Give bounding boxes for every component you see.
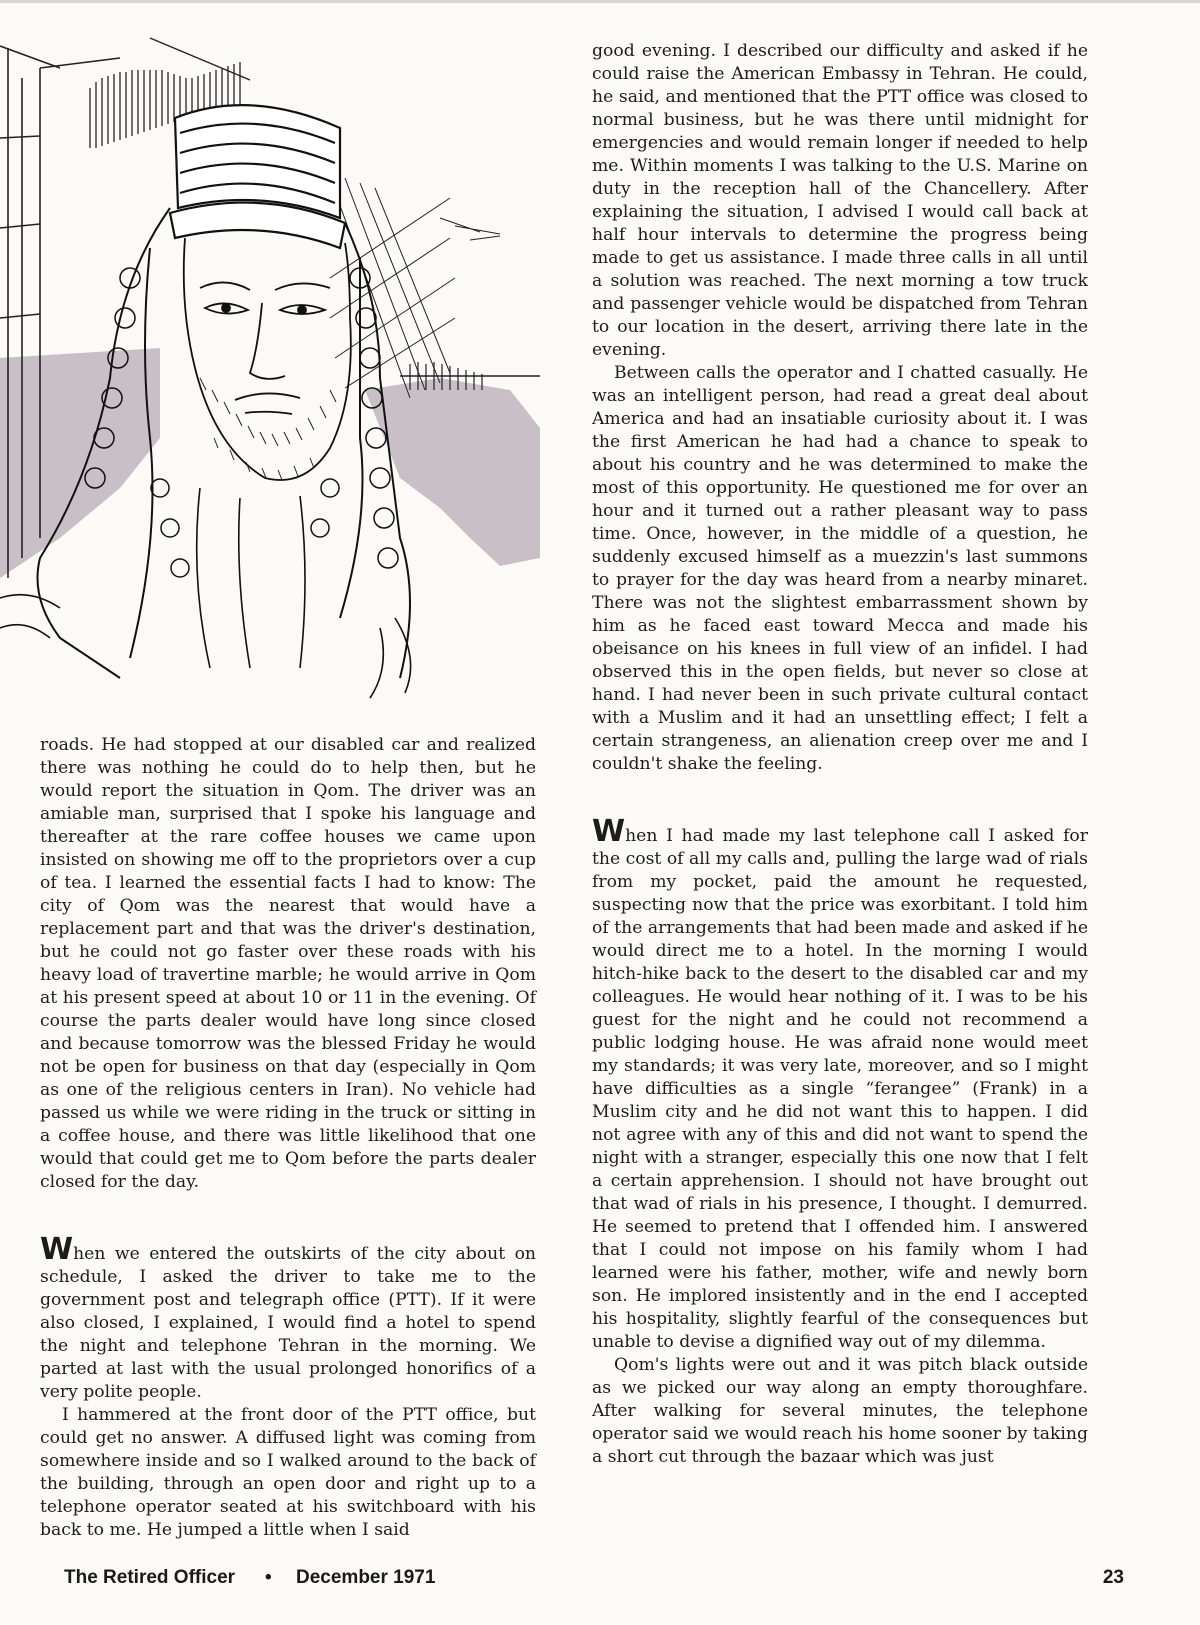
footer-bullet: • bbox=[265, 1567, 272, 1588]
left-text-column bbox=[40, 734, 536, 1542]
paragraph-with-dropcap bbox=[40, 1232, 536, 1404]
paragraph-body: hen we entered the outskirts of the city about on schedule, I asked the driver to take me to the government post and telegraph office (PTT). If it were also closed, I explained, I would find a hotel to spend the night and telephone Tehran in the morning. We parted at last with the usual prolonged honorifics of a very polite people. bbox=[40, 1244, 536, 1402]
drop-cap: W bbox=[40, 1232, 74, 1267]
paragraph: Between calls the operator and I chatted casually. He was an intelligent person, had read a great deal about America and had an insatiable curiosity about it. I was the first American he had had a chance to speak to about his country and he was determined to make the most of this opportunity. He questioned me for over an hour and it turned out a rather pleasant way to pass time. Once, however, in the middle of a question, he suddenly excused himself as a muezzin's last summons to prayer for the day was heard from a nearby minaret. There was not the slightest embarrassment shown by him as he faced east toward Mecca and made his obeisance on his knees in full view of an infidel. I had observed this in the open fields, but never so close at hand. I had never been in such private cultural contact with a Muslim and it had an unsettling effect; I felt a certain strangeness, an alienation creep over me and I couldn't shake the feeling. bbox=[592, 363, 1088, 774]
right-text-column bbox=[592, 40, 1088, 1469]
page-number: 23 bbox=[1102, 1567, 1124, 1588]
page-footer bbox=[64, 1567, 1124, 1597]
paragraph: Qom's lights were out and it was pitch black outside as we picked our way along an empty thoroughfare. After walking for several minutes, the telephone operator said we would reach his home sooner by taking a short cut through the bazaar which was just bbox=[592, 1355, 1088, 1467]
illustration-man-in-headdress bbox=[0, 18, 545, 708]
paragraph-body: hen I had made my last telephone call I asked for the cost of all my calls and, pulling the large wad of rials from my pocket, paid the amount he requested, suspecting now that the price was exorbitant. I told him of the arrangements that had been made and asked if he would direct me to a hotel. In the morning I would hitch-hike back to the desert to the disabled car and my colleagues. He would hear nothing of it. I was to be his guest for the night and he could not recommend a public lodging house. He was afraid none would meet my standards; it was very late, moreover, and so I might have difficulties as a single “ferangee” (Frank) in a Muslim city and he did not want this to happen. I did not agree with any of this and did not want to spend the night with a stranger, especially this one now that I felt a certain apprehension. I should not have brought out that wad of rials in his presence, I thought. I demurred. He seemed to pretend that I offended him. I answered that I could not impose on his family whom I had learned were his father, mother, wife and newly born son. He implored insistently and in the end I accepted his hospitality, slightly fearful of the consequences but unable to devise a dignified way out of my dilemma. bbox=[592, 826, 1088, 1352]
publication-name: The Retired Officer bbox=[64, 1567, 236, 1588]
top-edge-rule bbox=[0, 0, 1200, 3]
paragraph-with-dropcap bbox=[592, 814, 1088, 1354]
paragraph: roads. He had stopped at our disabled car and realized there was nothing he could do to help then, but he would report the situation in Qom. The driver was an amiable man, surprised that I spoke his language and thereafter at the rare coffee houses we came upon insisted on showing me off to the proprietors over a cup of tea. I learned the essential facts I had to know: The city of Qom was the nearest that would have a replacement part and that was the driver's destination, but he could not go faster over these roads with his heavy load of travertine marble; he would arrive in Qom at his present speed at about 10 or 11 in the evening. Of course the parts dealer would have long since closed and because tomorrow was the blessed Friday he would not be open for business on that day (especially in Qom as one of the religious centers in Iran). No vehicle had passed us while we were riding in the truck or sitting in a coffee house, and there was little likelihood that one would that could get me to Qom before the parts dealer closed for the day. bbox=[40, 735, 536, 1192]
issue-date: December 1971 bbox=[296, 1567, 436, 1588]
paragraph: good evening. I described our difficulty and asked if he could raise the American Embassy in Tehran. He could, he said, and mentioned that the PTT office was closed to normal business, but he was there until midnight for emergencies and would remain longer if needed to help me. Within moments I was talking to the U.S. Marine on duty in the reception hall of the Chancellery. After explaining the situation, I advised I would call back at half hour intervals to determine the progress being made to get us assistance. I made three calls in all until a solution was reached. The next morning a tow truck and passenger vehicle would be dispatched from Tehran to our location in the desert, arriving there late in the evening. bbox=[592, 41, 1088, 360]
paragraph: I hammered at the front door of the PTT office, but could get no answer. A diffused light was coming from somewhere inside and so I walked around to the back of the building, through an open door and right up to a telephone operator seated at his switchboard with his back to me. He jumped a little when I said bbox=[40, 1405, 536, 1540]
drop-cap: W bbox=[592, 814, 626, 849]
